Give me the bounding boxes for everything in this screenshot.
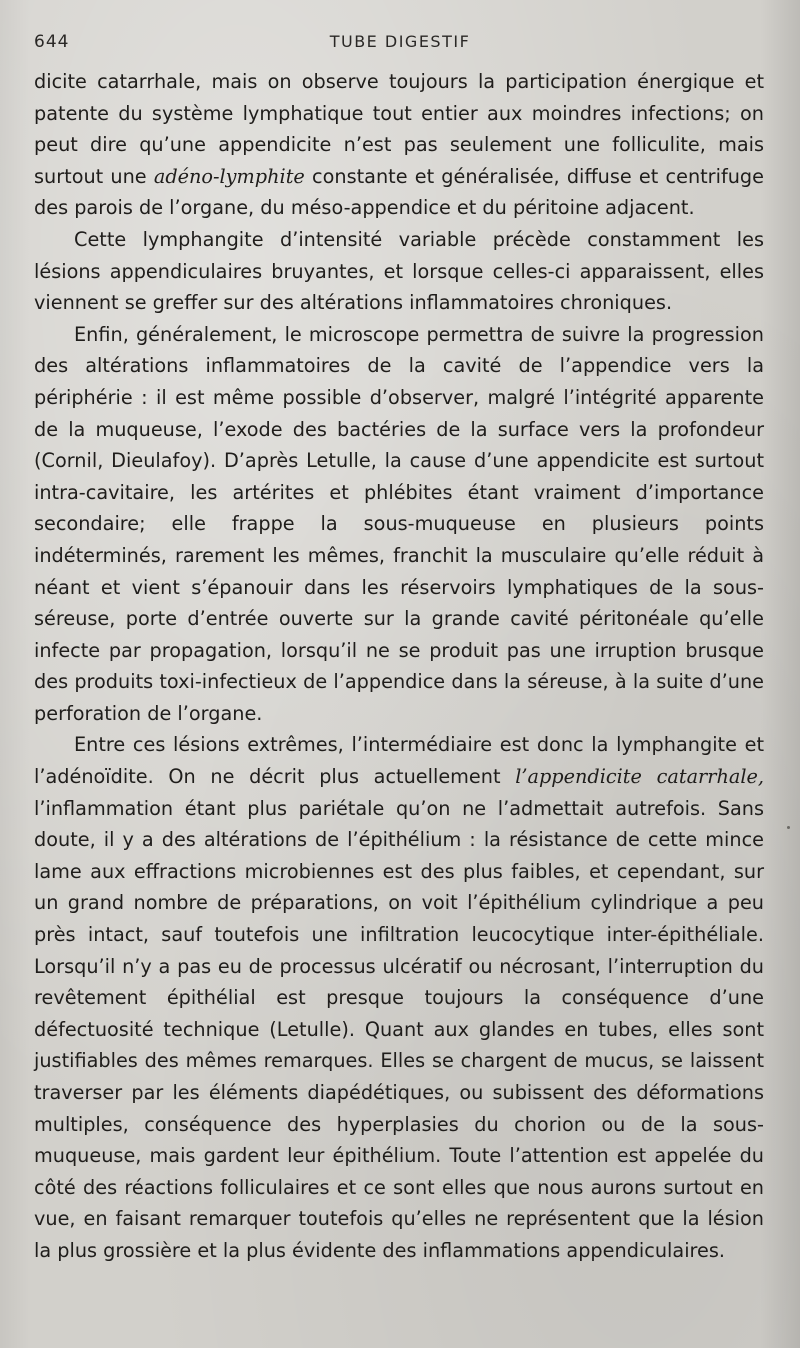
running-title: TUBE DIGESTIF [329,32,471,51]
paragraph [34,729,764,1266]
paragraph-text: Cette lymphangite d’intensité variable précède constamment les lésions appendiculaires bruyantes, et lorsque celles-ci apparaissent, elles viennent se greffer sur des altérations inflammatoires chroniques. [34,227,764,315]
paragraph-text: dicite catarrhale, mais on observe toujours la participation énergique et patente du système lymphatique tout entier aux moindres infections; on peut dire qu’une appendicite n’est pas seulement une folliculite, mais surtout une [34,70,764,188]
paragraph [34,319,764,730]
page-number: 644 [34,32,70,52]
paragraph-text: l’inflammation étant plus pariétale qu’on ne l’admettait autrefois. Sans doute, il y a des altérations de l’épithélium : la résistance de cette mince lame aux effractions microbiennes est des plus faibles, et cependant, sur un grand nombre de préparations, on voit l’épithélium cylindrique a peu près intact, sauf toutefois une infiltration leucocytique inter-épithéliale. Lorsqu’il n’y a pas eu de processus ulcératif ou nécrosant, l’interruption du revêtement épithélial est presque toujours la conséquence d’une défectuosité technique (Letulle). Quant aux glandes en tubes, elles sont justifiables des mêmes remarques. Elles se chargent de mucus, se laissent traverser par les éléments diapédétiques, ou subissent des déformations multiples, conséquence des hyperplasies du chorion ou de la sous-muqueuse, mais gardent leur épithélium. Toute l’attention est appelée du côté des réactions folliculaires et ce sont elles que nous aurons surtout en vue, en faisant remarquer toutefois qu’elles ne représentent que la lésion la plus grossière et la plus évidente des inflammations appendiculaires. [34,796,764,1262]
page-header [34,30,766,56]
body-text [34,66,764,1267]
paragraph [34,66,764,224]
paragraph-text: Entre ces lésions extrêmes, l’intermédiaire est donc la lymphangite et l’adénoïdite. On ne décrit plus actuellement [34,733,764,789]
print-speck [787,826,790,829]
italic-term: l’appendicite catarrhale, [515,765,764,789]
paragraph-text: Enfin, généralement, le microscope permettra de suivre la progression des altérations inflammatoires de la cavité de l’appendice vers la périphérie : il est même possible d’observer, malgré l’intégrité apparente de la muqueuse, l’exode des bactéries de la surface vers la profondeur (Cornil, Dieulafoy). D’après Letulle, la cause d’une appendicite est surtout intra-cavitaire, les artérites et phlébites étant vraiment d’importance secondaire; elle frappe la sous-muqueuse en plusieurs points indéterminés, rarement les mêmes, franchit la musculaire qu’elle réduit à néant et vient s’épanouir dans les réservoirs lymphatiques de la sous-séreuse, porte d’entrée ouverte sur la grande cavité péritonéale qu’elle infecte par propagation, lorsqu’il ne se produit pas une irruption brusque des produits toxi-infectieux de l’appendice dans la séreuse, à la suite d’une perforation de l’organe. [34,322,764,725]
italic-term: adéno-lymphite [153,164,305,188]
paragraph-text: constante et généralisée, diffuse et centrifuge des parois de l’organe, du méso-appendice et du péritoine adjacent. [34,164,764,220]
paragraph [34,224,764,319]
